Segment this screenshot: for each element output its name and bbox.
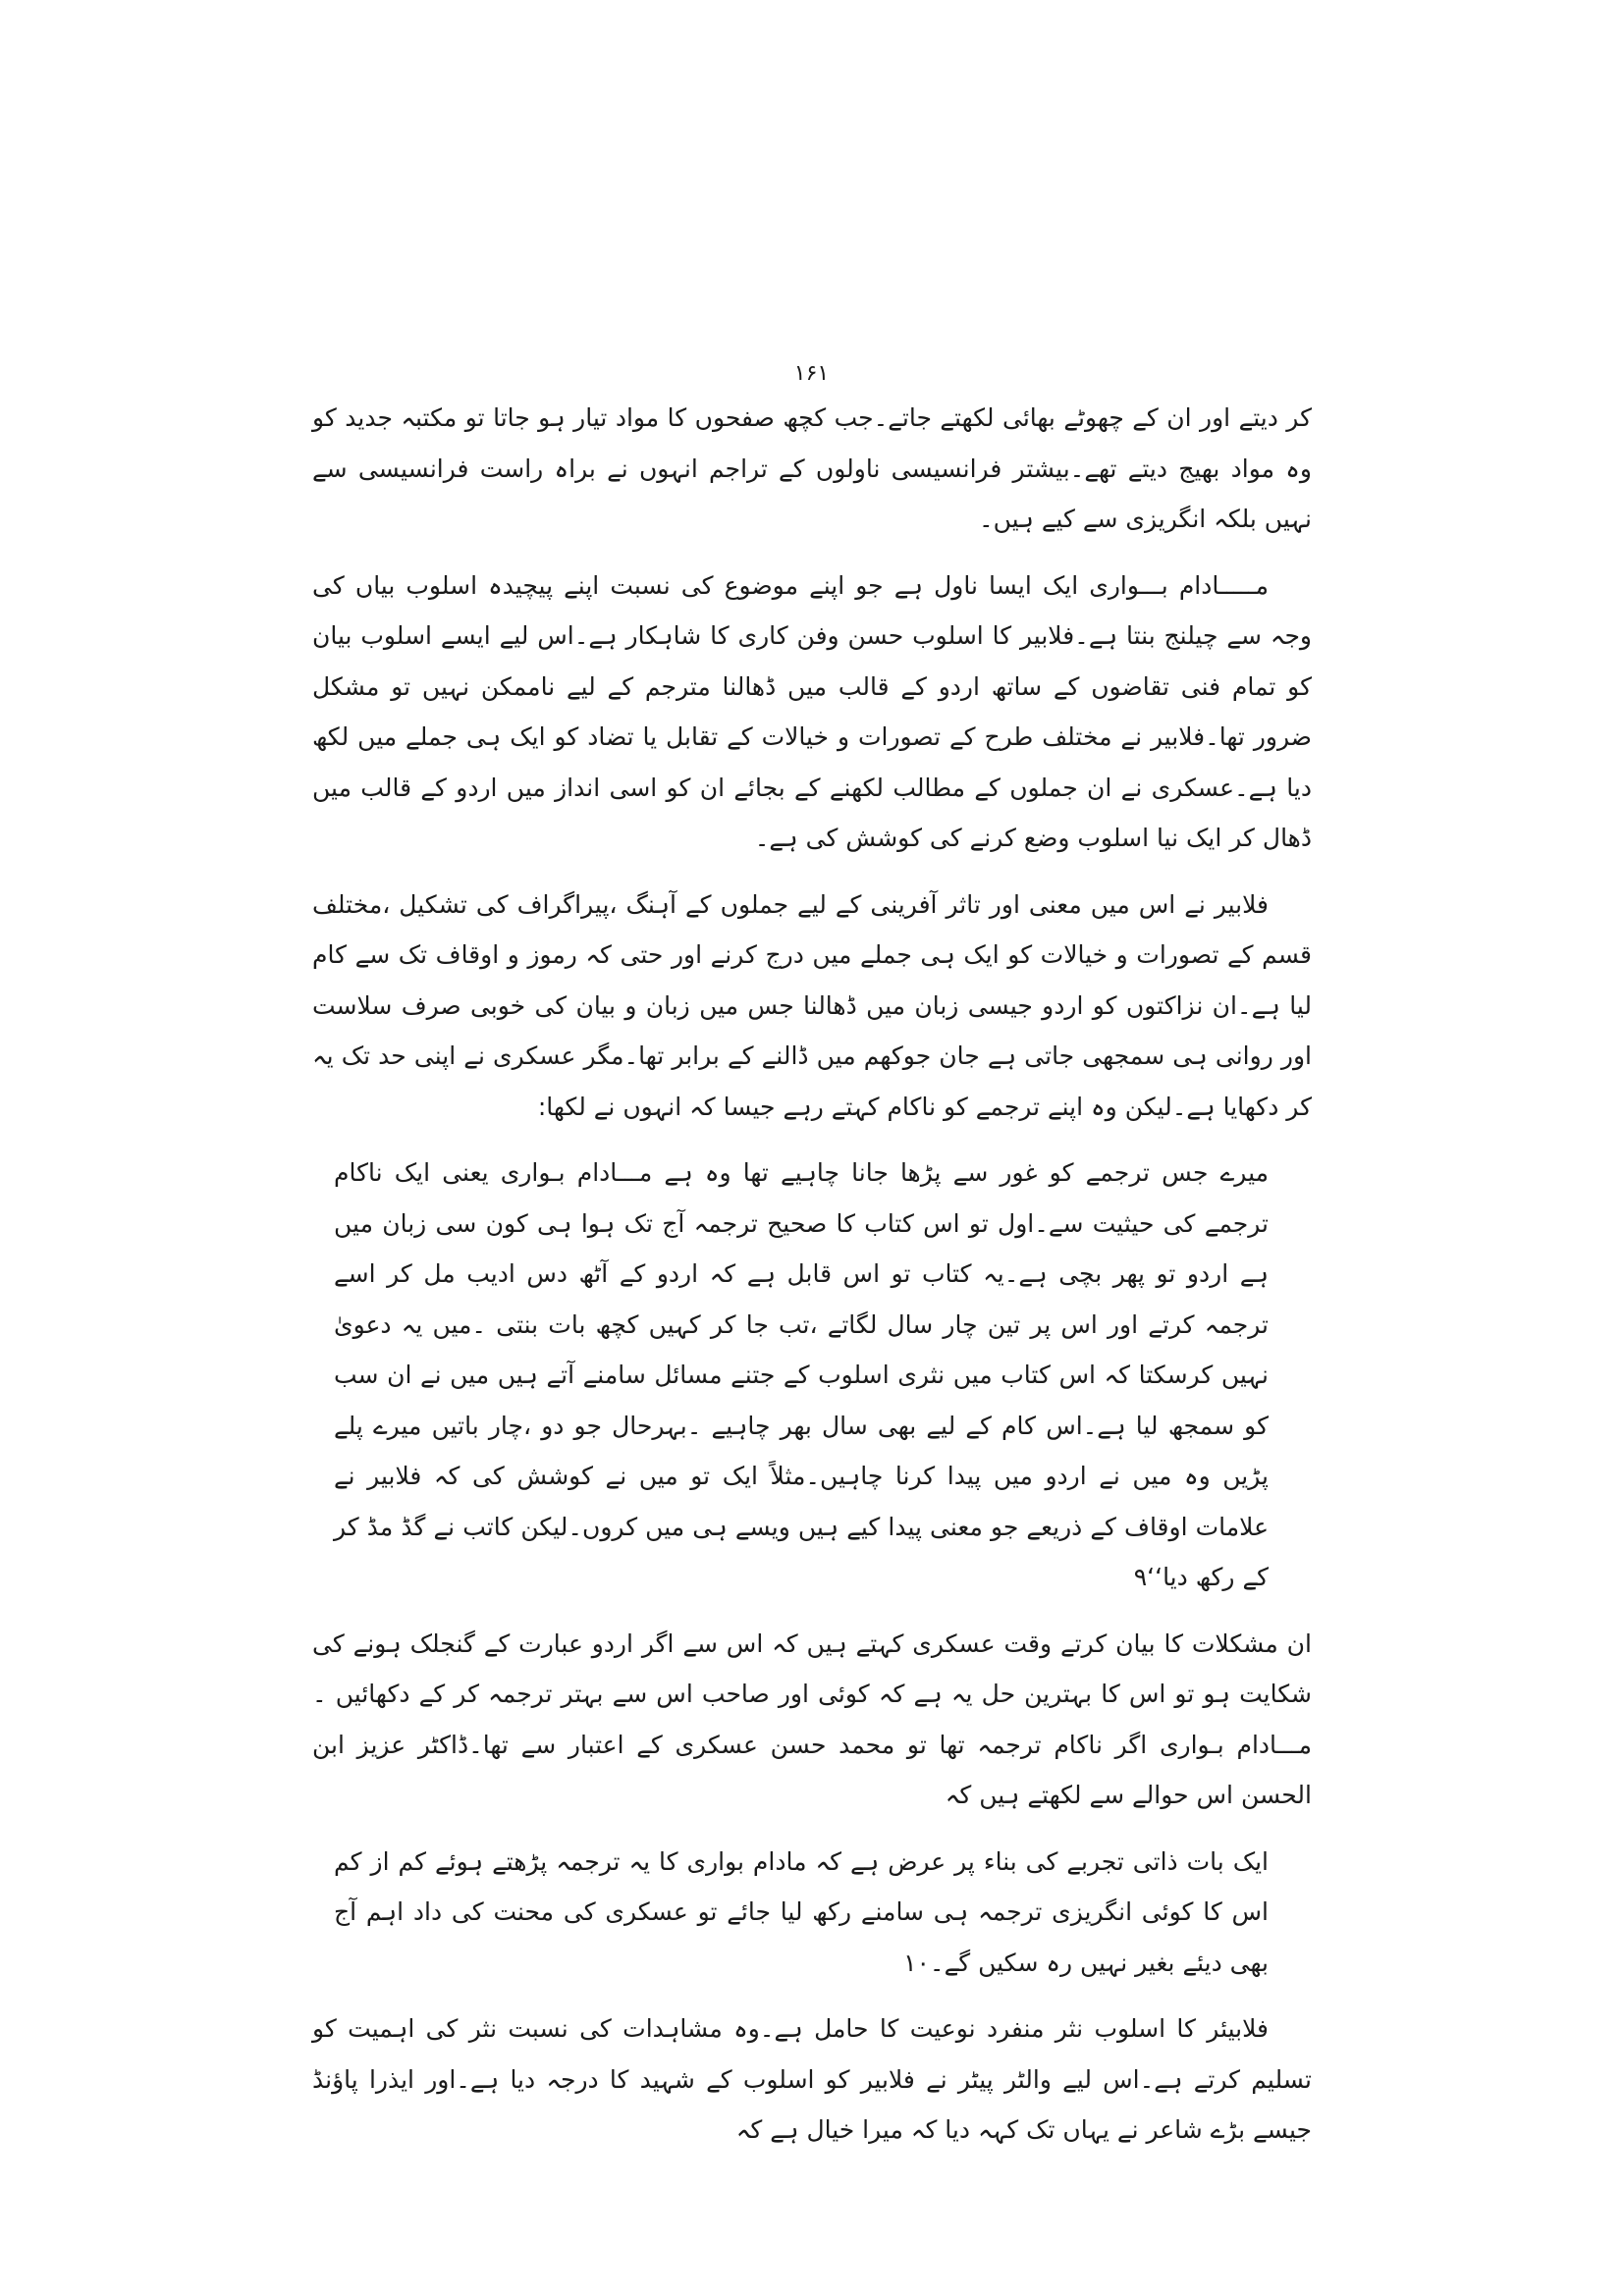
block-quote-askari: میرے جس ترجمے کو غور سے پڑھا جانا چاہیے تھا وہ ہے مـــادام بـواری یعنی ایک ناکام ترجمے کی حیثیت سے۔اول تو اس کتاب کا صحیح ترجمہ آج تک ہوا ہی کون سی زبان میں ہے اردو تو پھر بچی ہے۔یہ کتاب تو اس قابل ہے کہ اردو کے آٹھ دس ادیب مل کر اسے ترجمہ کرتے اور اس پر تین چار سال لگاتے ،تب جا کر کہیں کچھ بات بنتی ۔میں یہ دعویٰ نہیں کرسکتا کہ اس کتاب میں نثری اسلوب کے جتنے مسائل سامنے آتے ہیں میں نے ان سب کو سمجھ لیا ہے۔اس کام کے لیے بھی سال بھر چاہیے ۔بہرحال جو دو ،چار باتیں میرے پلے پڑیں وہ میں نے اردو میں پیدا کرنا چاہیں۔مثلاً ایک تو میں نے کوشش کی کہ فلابیر نے علامات اوقاف کے ذریعے جو معنی پیدا کیے ہیں ویسے ہی میں کروں۔لیکن کاتب نے گڈ مڈ کر کے رکھ دیا‘‘۹: [334, 1158, 1269, 1591]
paragraph-translation-difficulties: ان مشکلات کا بیان کرتے وقت عسکری کہتے ہیں کہ اس سے اگر اردو عبارت کے گنجلک ہونے کی شکایت ہو تو اس کا بہترین حل یہ ہے کہ کوئی اور صاحب اس سے بہتر ترجمہ کر کے دکھائیں ۔مـــادام بـواری اگر ناکام ترجمہ تھا تو محمد حسن عسکری کے اعتبار سے تھا۔ڈاکٹر عزیز ابن الحسن اس حوالے سے لکھتے ہیں کہ: [312, 1629, 1312, 1809]
block-quote-aziz-ibn-ul-hassan: ایک بات ذاتی تجربے کی بناء پر عرض ہے کہ مادام بواری کا یہ ترجمہ پڑھتے ہوئے کم از کم اس کا کوئی انگریزی ترجمہ ہی سامنے رکھ لیا جائے تو عسکری کی محنت کی داد اہم آج بھی دیئے بغیر نہیں رہ سکیں گے۔۱۰: [334, 1846, 1269, 1977]
page-number: ۱۶۱: [793, 361, 830, 386]
paragraph-flaubert-prose: فلابیئر کا اسلوب نثر منفرد نوعیت کا حامل ہے۔وہ مشاہدات کی نسبت نثر کی اہمیت کو تسلیم کرتے ہے۔اس لیے والٹر پیٹر نے فلابیر کو اسلوب کے شہید کا درجہ دیا ہے۔اور ایذرا پاؤنڈ جیسے بڑے شاعر نے یہاں تک کہہ دیا کہ میرا خیال ہے کہ: [312, 2014, 1312, 2144]
paragraph-continuation: کر دیتے اور ان کے چھوٹے بھائی لکھتے جاتے۔جب کچھ صفحوں کا مواد تیار ہو جاتا تو مکتبہ جدید کو وہ مواد بھیج دیتے تھے۔بیشتر فرانسیسی ناولوں کے تراجم انہوں نے براہ راست فرانسیسی سے نہیں بلکہ انگریزی سے کیے ہیں۔: [312, 403, 1312, 533]
body-text: [312, 393, 1312, 2171]
paragraph-madame-bovary-style: مـــــادام بـــواری ایک ایسا ناول ہے جو اپنے موضوع کی نسبت اپنے پیچیدہ اسلوب بیاں کی وجہ سے چیلنج بنتا ہے۔فلابیر کا اسلوب حسن وفن کاری کا شاہکار ہے۔اس لیے ایسے اسلوب بیان کو تمام فنی تقاضوں کے ساتھ اردو کے قالب میں ڈھالنا مترجم کے لیے ناممکن نہیں تو مشکل ضرور تھا۔فلابیر نے مختلف طرح کے تصورات و خیالات کے تقابل یا تضاد کو ایک ہی جملے میں لکھ دیا ہے۔عسکری نے ان جملوں کے مطالب لکھنے کے بجائے ان کو اسی انداز میں اردو کے قالب میں ڈھال کر ایک نیا اسلوب وضع کرنے کی کوشش کی ہے۔: [312, 570, 1312, 852]
paragraph-flaubert-technique: فلابیر نے اس میں معنی اور تاثر آفرینی کے لیے جملوں کے آہنگ ،پیراگراف کی تشکیل ،مختلف قسم کے تصورات و خیالات کو ایک ہی جملے میں درج کرنے اور حتی کہ رموز و اوقاف تک سے کام لیا ہے۔ان نزاکتوں کو اردو جیسی زبان میں ڈھالنا جس میں زبان و بیان کی خوبی صرف سلاست اور روانی ہی سمجھی جاتی ہے جان جوکھم میں ڈالنے کے برابر تھا۔مگر عسکری نے اپنی حد تک یہ کر دکھایا ہے۔لیکن وہ اپنے ترجمے کو ناکام کہتے رہے جیسا کہ انہوں نے لکھا:: [312, 889, 1312, 1121]
